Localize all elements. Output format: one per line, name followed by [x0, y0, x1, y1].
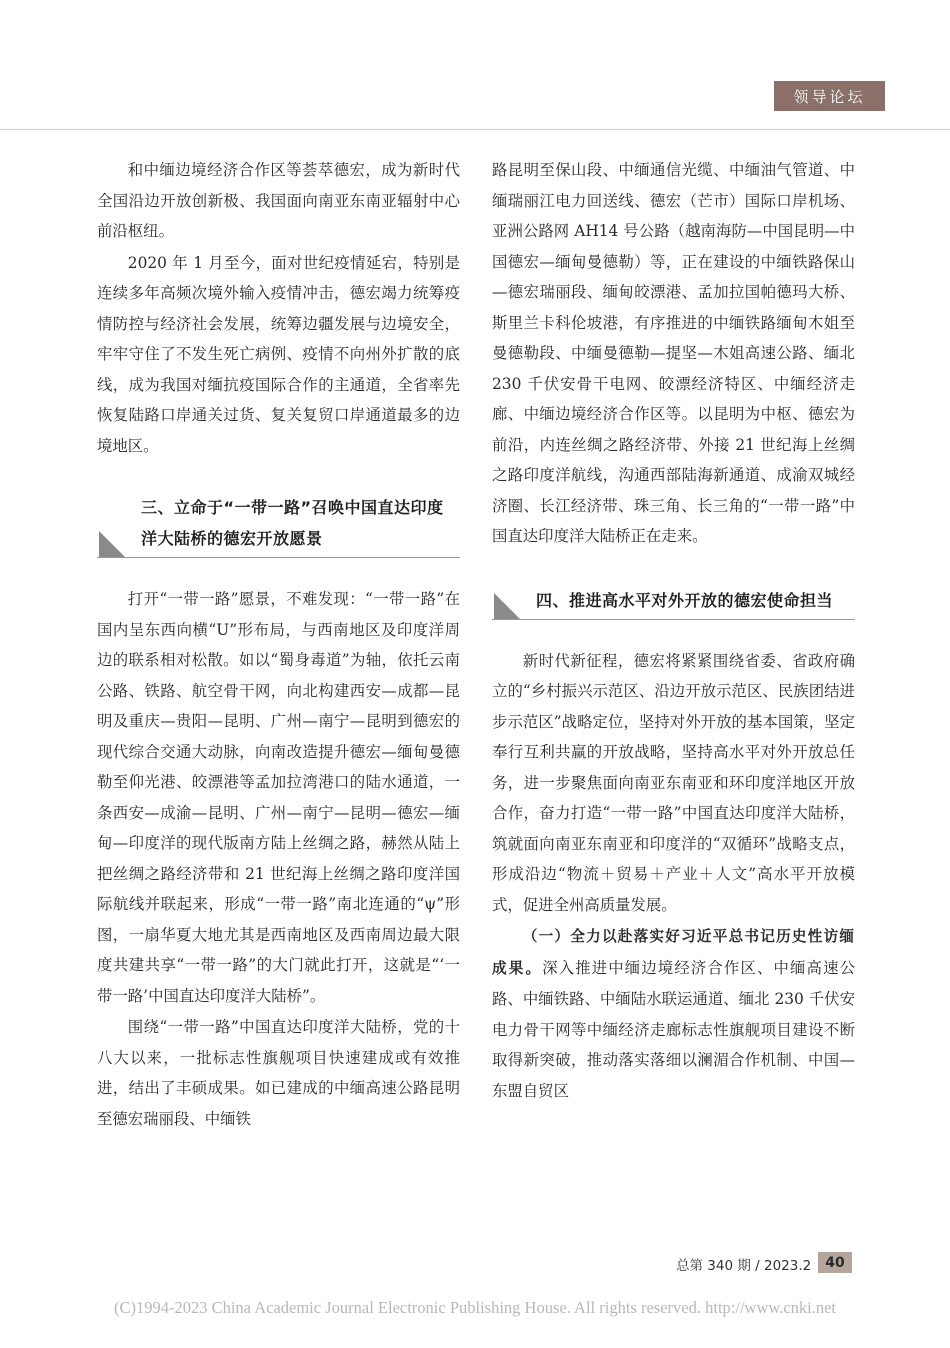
heading-underline: [492, 619, 855, 620]
page-number: 40: [818, 1252, 852, 1273]
right-column: [492, 155, 855, 1106]
paragraph-text: 深入推进中缅边境经济合作区、中缅高速公路、中缅铁路、中缅陆水联运通道、缅北 230 千伏安电力骨干网等中缅经济走廊标志性旗舰项目建设不断取得新突破，推动落实落细以澜湄合作机制、中国—东盟自贸区: [492, 958, 855, 1100]
paragraph: 打开“一带一路”愿景，不难发现：“一带一路”在国内呈东西向横“U”形布局，与西南地区及印度洋周边的联系相对松散。如以“蜀身毒道”为轴，依托云南公路、铁路、航空骨干网，向北构建西安—成都—昆明及重庆—贵阳—昆明、广州—南宁—昆明到德宏的现代综合交通大动脉，向南改造提升德宏—缅甸曼德勒至仰光港、皎漂港等孟加拉湾港口的陆水通道，一条西安—成渝—昆明、广州—南宁—昆明—德宏—缅甸—印度洋的现代版南方陆上丝绸之路，赫然从陆上把丝绸之路经济带和 21 世纪海上丝绸之路印度洋国际航线并联起来，形成“一带一路”南北连通的“ψ”形图，一扇华夏大地尤其是西南地区及西南周边最大限度共建共享“一带一路”的大门就此打开，这就是“‘一带一路’中国直达印度洋大陆桥”。: [97, 590, 460, 1005]
paragraph: 新时代新征程，德宏将紧紧围绕省委、省政府确立的“乡村振兴示范区、沿边开放示范区、民族团结进步示范区”战略定位，坚持对外开放的基本国策，坚定奉行互利共赢的开放战略，坚持高水平对外开放总任务，进一步聚焦面向南亚东南亚和环印度洋地区开放合作，奋力打造“一带一路”中国直达印度洋大陆桥，筑就面向南亚东南亚和印度洋的“双循环”战略支点，形成沿边“物流＋贸易＋产业＋人文”高水平开放模式，促进全州高质量发展。: [492, 651, 855, 914]
subsection-heading: （一）全力以赴落实好习近平总书记历史性访缅成果。: [492, 928, 855, 977]
section-heading-4: [492, 585, 855, 616]
paragraph: 围绕“一带一路”中国直达印度洋大陆桥，党的十八大以来，一批标志性旗舰项目快速建成或有效推进，结出了丰硕成果。如已建成的中缅高速公路昆明至德宏瑞丽段、中缅铁: [97, 1018, 460, 1128]
section-heading-4-text: 四、推进高水平对外开放的德宏使命担当: [536, 590, 834, 610]
section-heading-3-text: 三、立命于“一带一路”召唤中国直达印度洋大陆桥的德宏开放愿景: [141, 498, 444, 548]
heading-underline: [97, 557, 460, 558]
paragraph: 2020 年 1 月至今，面对世纪疫情延宕，特别是连续多年高频次境外输入疫情冲击，德宏竭力统筹疫情防控与经济社会发展，统筹边疆发展与边境安全，牢牢守住了不发生死亡病例、疫情不向州外扩散的底线，成为我国对缅抗疫国际合作的主通道，全省率先恢复陆路口岸通关过货、复关复贸口岸通道最多的边境地区。: [97, 253, 460, 455]
section-tab: 领导论坛: [774, 81, 885, 111]
paragraph: [492, 921, 855, 1106]
copyright-notice: (C)1994-2023 China Academic Journal Electronic Publishing House. All rights reserved. http://www.cnki.net: [113, 1298, 837, 1317]
paragraph: 路昆明至保山段、中缅通信光缆、中缅油气管道、中缅瑞丽江电力回送线、德宏（芒市）国际口岸机场、亚洲公路网 AH14 号公路（越南海防—中国昆明—中国德宏—缅甸曼德勒）等，正在建设的中缅铁路保山—德宏瑞丽段、缅甸皎漂港、孟加拉国帕德玛大桥、斯里兰卡科伦坡港，有序推进的中缅铁路缅甸木姐至曼德勒段、中缅曼德勒—提坚—木姐高速公路、缅北 230 千伏安骨干电网、皎漂经济特区、中缅经济走廊、中缅边境经济合作区等。以昆明为中枢、德宏为前沿，内连丝绸之路经济带、外接 21 世纪海上丝绸之路印度洋航线，沟通西部陆海新通道、成渝双城经济圈、长江经济带、珠三角、长三角的“一带一路”中国直达印度洋大陆桥正在走来。: [492, 161, 855, 545]
left-column: [97, 155, 460, 1134]
heading-triangle-icon: [99, 531, 125, 557]
paragraph: 和中缅边境经济合作区等荟萃德宏，成为新时代全国沿边开放创新极、我国面向南亚东南亚辐射中心前沿枢纽。: [97, 161, 460, 240]
heading-triangle-icon: [494, 593, 520, 619]
header-divider: [0, 129, 950, 130]
issue-info: 总第 340 期 / 2023.2: [676, 1258, 812, 1274]
section-heading-3: [97, 492, 460, 554]
